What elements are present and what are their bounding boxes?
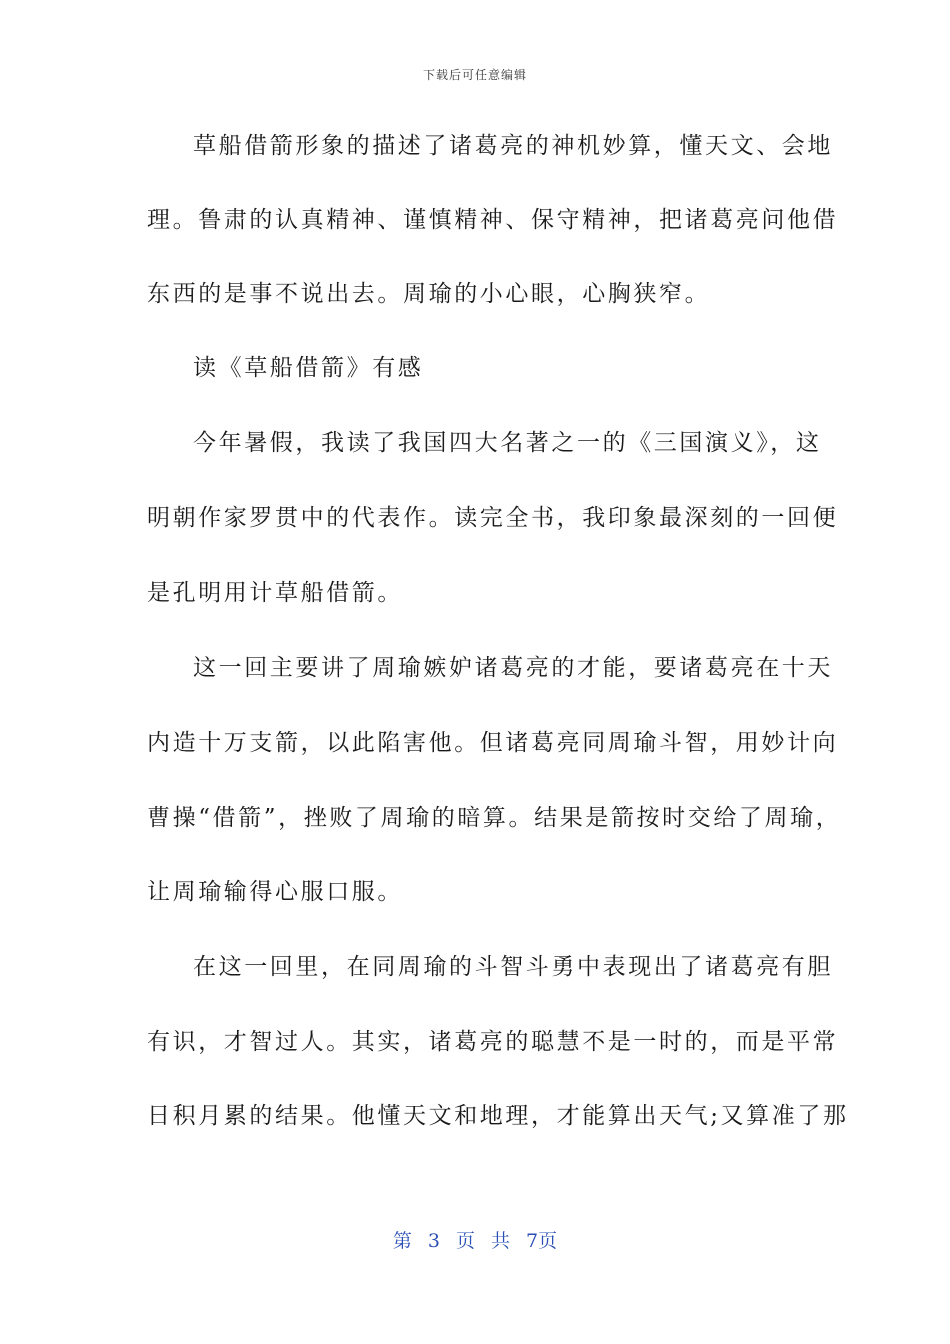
paragraph-line: 东西的是事不说出去。周瑜的小心眼，心胸狭窄。 xyxy=(147,281,711,307)
footer-total-word: 共 xyxy=(491,1230,511,1252)
page-footer xyxy=(0,1226,950,1253)
paragraph-line: 在这一回里，在同周瑜的斗智斗勇中表现出了诸葛亮有胆 xyxy=(193,954,833,980)
paragraph-line: 今年暑假，我读了我国四大名著之一的《三国演义》，这 xyxy=(193,430,822,456)
paragraph-line: 草船借箭形象的描述了诸葛亮的神机妙算，懂天文、会地 xyxy=(193,133,833,159)
paragraph-line: 这一回主要讲了周瑜嫉妒诸葛亮的才能，要诸葛亮在十天 xyxy=(193,655,833,681)
page-header: 下载后可任意编辑 xyxy=(422,68,527,82)
paragraph-line: 内造十万支箭，以此陷害他。但诸葛亮同周瑜斗智，用妙计向 xyxy=(147,730,839,756)
paragraph-line: 明朝作家罗贯中的代表作。读完全书，我印象最深刻的一回便 xyxy=(147,505,839,531)
paragraph-line: 让周瑜输得心服口服。 xyxy=(147,879,403,905)
paragraph-line: 有识，才智过人。其实，诸葛亮的聪慧不是一时的，而是平常 xyxy=(147,1029,839,1055)
paragraph-line: 曹操“借箭”，挫败了周瑜的暗算。结果是箭按时交给了周瑜， xyxy=(147,805,842,831)
footer-current-page: 3 xyxy=(427,1230,440,1252)
paragraph-line: 是孔明用计草船借箭。 xyxy=(147,580,403,606)
section-title: 读《草船借箭》有感 xyxy=(193,355,424,381)
paragraph-line: 日积月累的结果。他懂天文和地理，才能算出天气;又算准了那 xyxy=(147,1103,849,1129)
footer-page-word: 页 xyxy=(455,1230,475,1252)
footer-total-pages: 7页 xyxy=(526,1230,558,1252)
footer-prefix: 第 xyxy=(392,1230,412,1252)
paragraph-line: 理。鲁肃的认真精神、谨慎精神、保守精神，把诸葛亮问他借 xyxy=(147,207,839,233)
